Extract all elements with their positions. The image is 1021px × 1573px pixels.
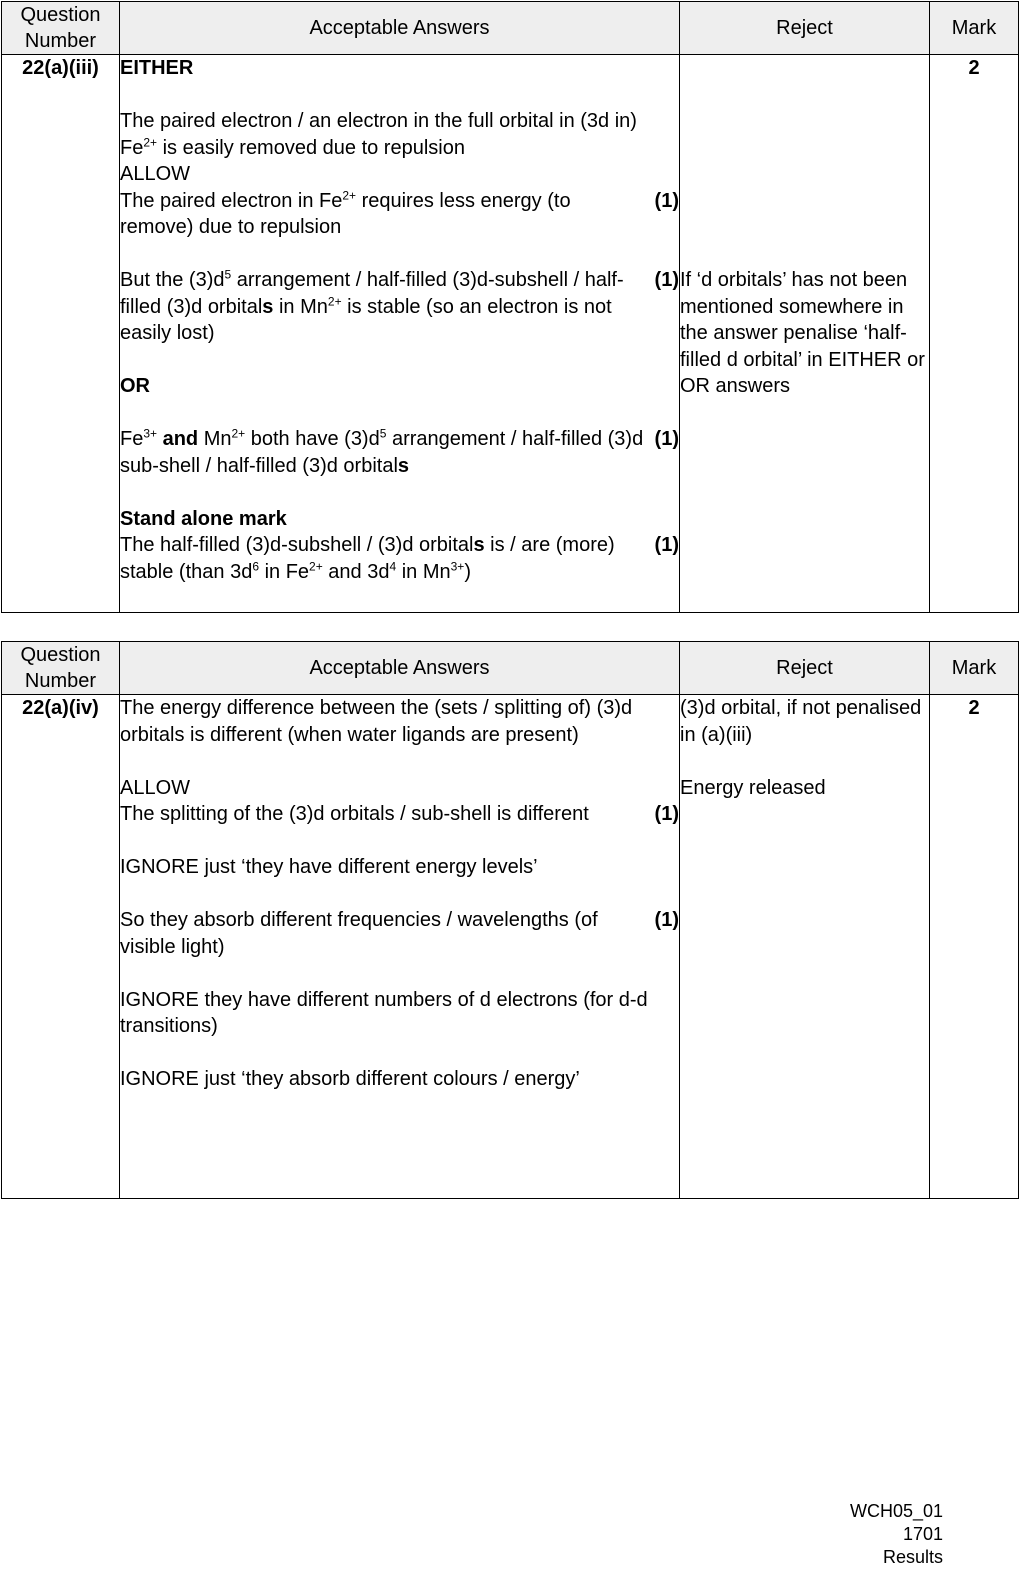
header-reject: Reject <box>680 2 930 55</box>
point-mark: (1) <box>654 189 679 212</box>
or-label: OR <box>120 375 150 397</box>
answer-point: The splitting of the (3)d orbitals / sub-shell is different (1) <box>120 801 679 828</box>
question-number: 22(a)(iv) <box>2 695 120 1199</box>
header-question-number: Question Number <box>2 2 120 55</box>
reject-text: (3)d orbital, if not penalised in (a)(iii) <box>680 697 922 746</box>
header-question-number: Question Number <box>2 642 120 695</box>
reject-text: If ‘d orbitals’ has not been mentioned somewhere in the answer penalise ‘half-filled d orbital’ in EITHER or OR answers <box>680 269 925 398</box>
answer-point: $Fe^{3+}$ and $Mn^{2+}$ both have $(3)d^5$ arrangement / half-filled (3)d sub-shell / half-filled (3)d orbitals (1) <box>120 426 679 477</box>
answer-point: The paired electron in $Fe^{2+}$ requires less energy (to remove) due to repulsion (1) <box>120 187 679 238</box>
point-mark: (1) <box>654 909 679 931</box>
either-label: EITHER <box>120 57 194 79</box>
table-row <box>2 695 1019 1199</box>
question-mark: 2 <box>930 695 1019 1199</box>
ignore-note: IGNORE they have different numbers of d electrons (for d-d transitions) <box>120 988 648 1037</box>
acceptable-answers-cell <box>120 695 680 1199</box>
allow-label: ALLOW <box>120 163 191 185</box>
answer-point: The half-filled (3)d-subshell / (3)d orbitals is / are (more) stable (than $3d^6$ in $Fe^{2+}$ and $3d^4$ in $Mn^{3+}$) (1) <box>120 534 679 583</box>
header-acceptable-answers: Acceptable Answers <box>120 642 680 695</box>
paper-code: WCH05_01 <box>849 1501 943 1521</box>
header-mark: Mark <box>930 2 1019 55</box>
ignore-note: IGNORE just ‘they absorb different colours / energy’ <box>120 1068 580 1090</box>
answer-point: But the $(3)d^5$ arrangement / half-filled (3)d-subshell / half-filled (3)d orbitals in $Mn^{2+}$ is stable (so an electron is not easily lost) (1) <box>120 267 679 344</box>
reject-cell <box>680 695 930 1199</box>
table-row <box>2 55 1019 613</box>
point-mark: (1) <box>654 534 679 556</box>
reject-cell <box>680 55 930 613</box>
acceptable-answers-cell <box>120 55 680 613</box>
stand-alone-label: Stand alone mark <box>120 507 287 530</box>
point-mark: (1) <box>654 803 679 825</box>
answer-point: The paired electron / an electron in the full orbital in (3d in) $Fe^{2+}$ is easily removed due to repulsion <box>120 110 637 159</box>
allow-label: ALLOW <box>120 776 191 799</box>
point-mark: (1) <box>654 269 679 291</box>
header-reject: Reject <box>680 642 930 695</box>
session-code: 1701 <box>902 1524 943 1544</box>
page-footer <box>850 1500 943 1569</box>
question-number: 22(a)(iii) <box>2 55 120 613</box>
header-mark: Mark <box>930 642 1019 695</box>
header-acceptable-answers: Acceptable Answers <box>120 2 680 55</box>
ignore-note: IGNORE just ‘they have different energy levels’ <box>120 856 538 878</box>
reject-text: Energy released <box>680 776 826 799</box>
point-mark: (1) <box>654 428 679 450</box>
results-label: Results <box>882 1547 943 1567</box>
question-mark: 2 <box>930 55 1019 613</box>
table-header-row <box>2 2 1019 55</box>
mark-scheme-table-iii <box>1 1 1019 613</box>
table-header-row <box>2 642 1019 695</box>
answer-point: So they absorb different frequencies / wavelengths (of visible light) (1) <box>120 909 679 958</box>
answer-point: The energy difference between the (sets / splitting of) (3)d orbitals is different (when water ligands are present) <box>120 697 633 746</box>
mark-scheme-table-iv <box>1 641 1019 1199</box>
